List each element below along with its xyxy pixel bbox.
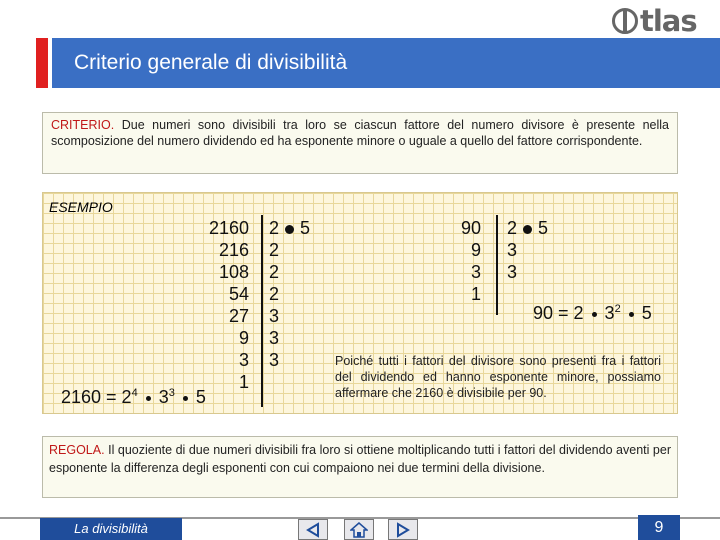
- ladder-divider: [261, 215, 263, 407]
- example-label: ESEMPIO: [49, 199, 113, 215]
- divisor-column: [269, 217, 311, 371]
- ladder-value: 3: [470, 262, 481, 282]
- dot-icon: [285, 225, 294, 234]
- ladder-value: 54: [228, 284, 249, 304]
- section-tab[interactable]: La divisibilità: [40, 518, 182, 540]
- ladder-value: 2160: [208, 218, 249, 238]
- ladder-factor: 3: [269, 350, 280, 370]
- ladder-factor: 3: [507, 262, 518, 282]
- factorization-2160: $2160 = 2^4$ $3^3$ 5: [61, 387, 206, 407]
- arrow-right-icon: [395, 522, 411, 538]
- dot-icon: [523, 225, 532, 234]
- ladder-factor: 2: [269, 262, 280, 282]
- ladder-factor: 3: [507, 240, 518, 260]
- dot-icon: [592, 312, 597, 317]
- ladder-value: 108: [218, 262, 249, 282]
- ladder-factor: 2: [269, 240, 280, 260]
- conclusion-text: Poiché tutti i fattori del divisore sono presenti fra i fattori del dividendo ed hanno esponente minore, possiamo affermare che 2160 è divisibile per 90.: [335, 354, 661, 400]
- ladder-value: 216: [218, 240, 249, 260]
- title-accent: [36, 38, 48, 88]
- ladder-factor: 2 5: [507, 218, 549, 238]
- divisor-factor-column: [507, 217, 567, 283]
- regola-text: Il quoziente di due numeri divisibili fra loro si ottiene moltiplicando tutti i fattori del dividendo aventi per esponente la differenza degli esponenti con cui compaiono nei due termini della divisione.: [49, 443, 671, 475]
- ladder-factor: 2 5: [269, 218, 311, 238]
- ladder-value: 3: [238, 350, 249, 370]
- ladder-value: 1: [470, 284, 481, 304]
- ladder-value: 9: [238, 328, 249, 348]
- ladder-factor: 3: [269, 328, 280, 348]
- criterio-box: [42, 112, 678, 174]
- arrow-left-icon: [305, 522, 321, 538]
- logo-text: tlas: [640, 4, 697, 38]
- dot-icon: [183, 396, 188, 401]
- regola-label: REGOLA.: [49, 443, 105, 457]
- regola-box: [42, 436, 678, 498]
- ladder-factor: 3: [269, 306, 280, 326]
- atlas-logo: [612, 4, 712, 38]
- dividend-column: [203, 217, 249, 393]
- ladder-factor: 2: [269, 284, 280, 304]
- home-button[interactable]: [344, 519, 374, 540]
- ladder-divider: [496, 215, 498, 315]
- criterio-label: CRITERIO.: [51, 118, 115, 132]
- ladder-value: 90: [460, 218, 481, 238]
- dot-icon: [146, 396, 151, 401]
- ladder-value: 9: [470, 240, 481, 260]
- title-bar: [52, 38, 720, 88]
- divisor-dividend-column: [451, 217, 481, 305]
- factorization-90: 90 = 2 $3^2$ 5: [533, 303, 652, 323]
- page-number: 9: [638, 515, 680, 540]
- criterio-text: Due numeri sono divisibili tra loro se ciascun fattore del numero divisore è presente nella scomposizione del numero dividendo ed ha esponente minore o uguale a quello del fattore corrispondente.: [51, 118, 669, 148]
- globe-icon: [612, 8, 638, 34]
- home-icon: [350, 522, 368, 538]
- next-button[interactable]: [388, 519, 418, 540]
- page-title: Criterio generale di divisibilità: [74, 51, 348, 74]
- previous-button[interactable]: [298, 519, 328, 540]
- ladder-value: 27: [228, 306, 249, 326]
- dot-icon: [629, 312, 634, 317]
- ladder-value: 1: [238, 372, 249, 392]
- example-grid: [42, 192, 678, 414]
